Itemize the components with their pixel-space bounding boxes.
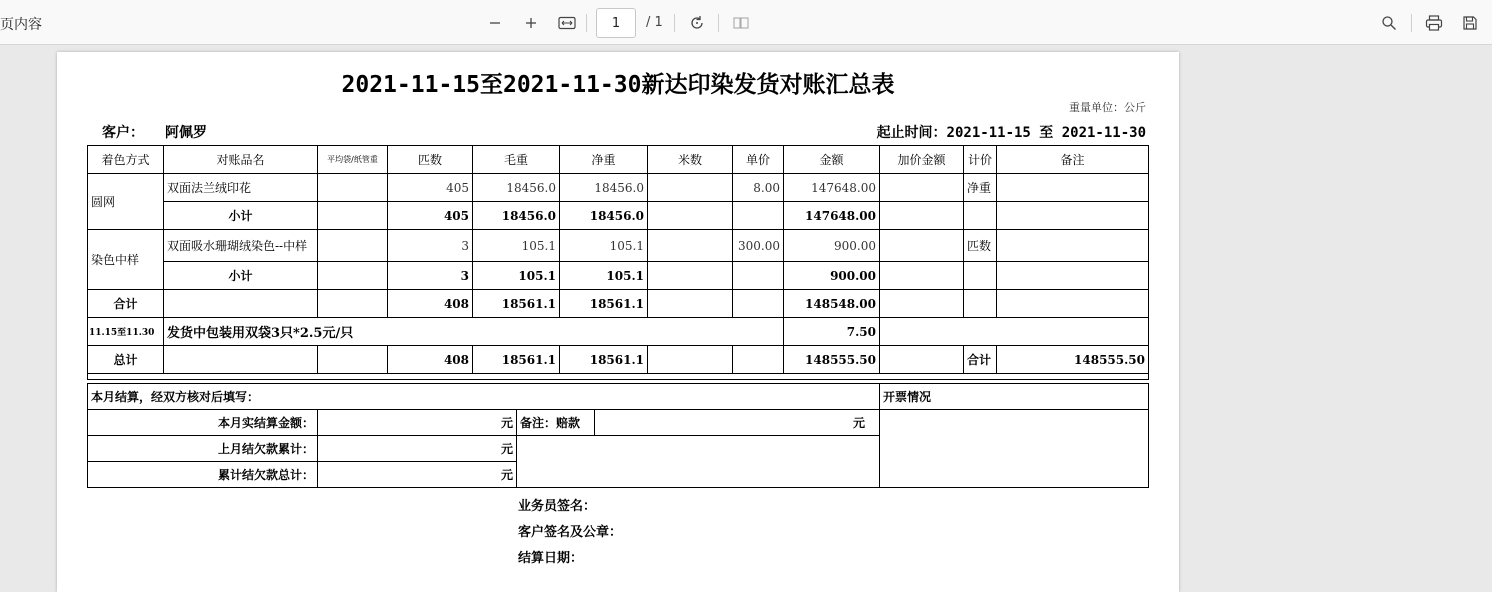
net-weight: 105.1 [560, 230, 648, 262]
amount: 147648.00 [784, 202, 880, 230]
settlement-heading: 本月结算，经双方核对后填写： [88, 384, 880, 410]
customer-name: 阿佩罗 [165, 125, 207, 141]
col-header: 加价金额 [880, 146, 964, 174]
col-header: 单价 [733, 146, 784, 174]
meters [648, 230, 733, 262]
bag-weight [318, 174, 388, 202]
col-header: 匹数 [388, 146, 473, 174]
net-weight: 18456.0 [560, 174, 648, 202]
gross-weight: 18456.0 [473, 202, 560, 230]
extra-charge-row [88, 318, 1149, 346]
unit-price: 300.00 [733, 230, 784, 262]
amount: 147648.00 [784, 174, 880, 202]
toolbar-title: 页内容 [0, 17, 42, 33]
gross-weight: 18561.1 [473, 290, 560, 318]
total-row [88, 290, 1149, 318]
color-method: 染色中样 [88, 230, 164, 290]
search-icon[interactable] [1378, 12, 1400, 34]
document-title: 2021-11-15至2021-11-30新达印染发货对账汇总表 [341, 72, 895, 98]
net-weight: 105.1 [560, 262, 648, 290]
grand-total-row [88, 346, 1149, 374]
col-header: 备注 [997, 146, 1149, 174]
color-method: 圆网 [88, 174, 164, 230]
zoom-out-icon[interactable] [484, 12, 506, 34]
gross-weight: 18561.1 [473, 346, 560, 374]
grand-total-label: 总计 [88, 346, 164, 374]
page-total: / 1 [646, 15, 663, 30]
page-number-input[interactable] [596, 8, 636, 38]
gross-weight: 105.1 [473, 262, 560, 290]
unit-price: 8.00 [733, 174, 784, 202]
net-weight: 18561.1 [560, 290, 648, 318]
markup-amount [880, 174, 964, 202]
customer-signature: 客户签名及公章： [518, 525, 623, 540]
col-header: 对账品名 [164, 146, 318, 174]
settlement-label: 本月实结算金额： [88, 410, 318, 436]
item-name: 双面法兰绒印花 [164, 174, 318, 202]
total-label: 合计 [88, 290, 164, 318]
settlement-row [88, 410, 1149, 436]
col-header: 平均袋/纸管重 [318, 146, 388, 174]
amount: 900.00 [784, 230, 880, 262]
grand-sum-value: 148555.50 [997, 346, 1149, 374]
markup-amount [880, 230, 964, 262]
save-icon[interactable] [1459, 12, 1481, 34]
settlement-date: 结算日期： [518, 551, 584, 566]
pdf-toolbar [0, 0, 1492, 45]
amount: 148548.00 [784, 290, 880, 318]
table-header [88, 146, 1149, 174]
note-area [517, 436, 880, 488]
extra-description: 发货中包装用双袋3只*2.5元/只 [164, 318, 784, 346]
settlement-unit: 元 [318, 436, 517, 462]
settlement-unit: 元 [318, 410, 517, 436]
pieces: 405 [388, 202, 473, 230]
amount: 900.00 [784, 262, 880, 290]
net-weight: 18456.0 [560, 202, 648, 230]
two-page-icon[interactable] [730, 12, 752, 34]
note-label: 备注：赔款 [517, 410, 595, 436]
item-name: 双面吸水珊瑚绒染色--中样 [164, 230, 318, 262]
col-header: 金额 [784, 146, 880, 174]
settlement-heading-row [88, 384, 1149, 410]
col-header: 计价 [964, 146, 997, 174]
settlement-unit: 元 [318, 462, 517, 488]
settlement-label: 累计结欠款总计： [88, 462, 318, 488]
table-row [88, 174, 1149, 202]
pieces: 405 [388, 174, 473, 202]
note-unit: 元 [595, 410, 880, 436]
col-header: 毛重 [473, 146, 560, 174]
pricing-basis: 匹数 [964, 230, 997, 262]
amount: 148555.50 [784, 346, 880, 374]
zoom-in-icon[interactable] [520, 12, 542, 34]
pieces: 408 [388, 346, 473, 374]
remark [997, 230, 1149, 262]
bag-weight [318, 230, 388, 262]
gross-weight: 18456.0 [473, 174, 560, 202]
remark [997, 174, 1149, 202]
customer-label: 客户： [102, 125, 144, 141]
invoice-heading: 开票情况 [880, 384, 1149, 410]
pieces: 3 [388, 262, 473, 290]
gross-weight: 105.1 [473, 230, 560, 262]
invoice-area [880, 410, 1149, 488]
col-header: 着色方式 [88, 146, 164, 174]
grand-sum-label: 合计 [964, 346, 997, 374]
fit-width-icon[interactable] [556, 12, 578, 34]
table-row [88, 230, 1149, 262]
col-header: 净重 [560, 146, 648, 174]
pricing-basis: 净重 [964, 174, 997, 202]
subtotal-label: 小计 [164, 202, 318, 230]
subtotal-row [88, 202, 1149, 230]
subtotal-label: 小计 [164, 262, 318, 290]
col-header: 米数 [648, 146, 733, 174]
extra-period: 11.15至11.30 [88, 318, 164, 346]
meters [648, 174, 733, 202]
pieces: 3 [388, 230, 473, 262]
print-icon[interactable] [1423, 12, 1445, 34]
rotate-icon[interactable] [686, 12, 708, 34]
extra-amount: 7.50 [784, 318, 880, 346]
settlement-label: 上月结欠款累计： [88, 436, 318, 462]
period: 起止时间：2021-11-15 至 2021-11-30 [876, 125, 1146, 141]
reconciliation-table [87, 145, 1149, 380]
subtotal-row [88, 262, 1149, 290]
weight-unit: 重量单位：公斤 [1069, 101, 1146, 114]
salesperson-signature: 业务员签名： [518, 499, 597, 514]
pieces: 408 [388, 290, 473, 318]
pdf-page [57, 52, 1179, 592]
settlement-table [87, 383, 1149, 488]
net-weight: 18561.1 [560, 346, 648, 374]
